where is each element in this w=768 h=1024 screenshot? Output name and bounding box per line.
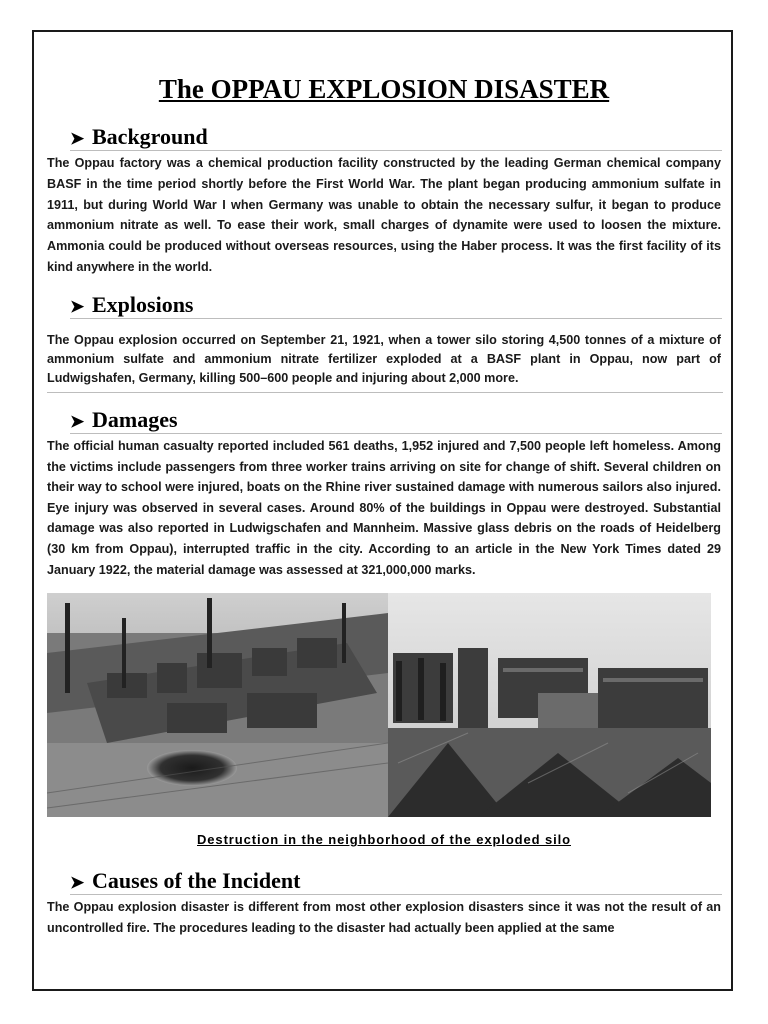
damages-paragraph: The official human casualty reported included 561 deaths, 1,952 injured and 7,500 people left homeless. Among the victims include passengers from three worker trains arriving on site for change of shift. Several children on their way to school were injured, boats on the Rhine river sustained damage with numerous sailors also injured. Eye injury was observed in several cases. Around 80% of the buildings in Oppau were destroyed. Substantial damage was also reported in Ludwigschafen and Mannheim. Massive glass debris on the roads of Heidelberg (30 km from Oppau), interrupted traffic in the city. According to an article in the New York Times dated 29 January 1922, the material damage was assessed at 321,000,000 marks. [47, 439, 721, 577]
section-heading-background [70, 124, 722, 151]
section-divider [47, 392, 723, 393]
causes-paragraph: The Oppau explosion disaster is different from most other explosion disasters since it was not the result of an uncontrolled fire. The procedures leading to the disaster had actually been applied at the same [47, 900, 721, 935]
arrow-bullet-icon: ➤ [70, 297, 85, 316]
figure-caption: Destruction in the neighborhood of the exploded silo [197, 832, 571, 847]
section-heading-text: Causes of the Incident [92, 868, 301, 893]
explosions-paragraph: The Oppau explosion occurred on September 21, 1921, when a tower silo storing 4,500 tonnes of a mixture of ammonium sulfate and ammonium nitrate fertilizer exploded at a BASF plant in Oppau, now part of Ludwigshafen, Germany, killing 500–600 people and injuring about 2,000 more. [47, 333, 721, 385]
section-heading-explosions [70, 292, 722, 319]
document-title: The OPPAU EXPLOSION DISASTER [158, 74, 610, 104]
arrow-bullet-icon: ➤ [70, 412, 85, 431]
section-heading-text: Background [92, 124, 208, 149]
arrow-bullet-icon: ➤ [70, 129, 85, 148]
section-heading-text: Explosions [92, 292, 194, 317]
background-paragraph: The Oppau factory was a chemical production facility constructed by the leading German chemical company BASF in the time period shortly before the First World War. The plant began producing ammonium sulfate in 1911, but during World War I when Germany was unable to obtain the necessary sulfur, it began to produce ammonium nitrate as well. To ease their work, small charges of dynamite were used to loosen the mixture. Ammonia could be produced without overseas resources, using the Haber process. It was the first facility of its kind anywhere in the world. [47, 156, 721, 274]
ruined-plant-photo [388, 593, 711, 817]
aerial-destruction-photo [47, 593, 388, 817]
section-heading-damages [70, 407, 722, 434]
section-heading-causes [70, 868, 722, 895]
section-heading-text: Damages [92, 407, 178, 432]
arrow-bullet-icon: ➤ [70, 873, 85, 892]
